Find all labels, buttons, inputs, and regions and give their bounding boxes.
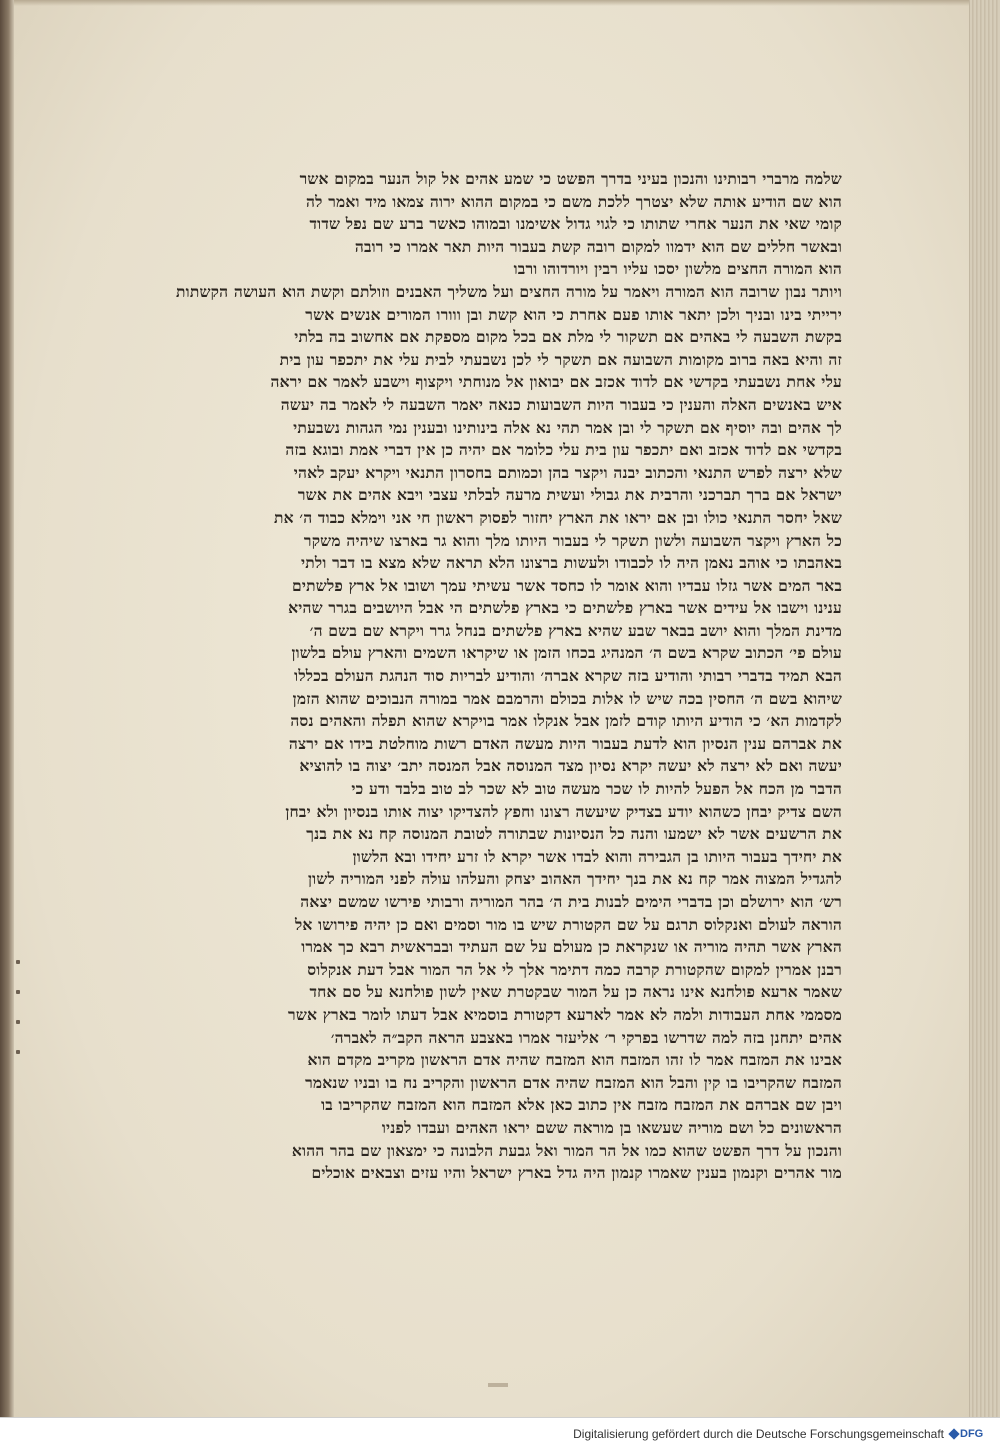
text-line: את אברהם ענין הנסיון הוא לדעת בעבור היות מעשה האדם רשות מוחלטת בידו אם ירצה	[288, 733, 842, 753]
dfg-logo-icon	[948, 1428, 959, 1439]
text-line: הוראה לעולם ואנקלוס תרגם על שם הקטורת שיש בו מור וסמים ואם כן יהיה פירושו אל	[294, 914, 842, 934]
text-line: עולם פי׳ הכתוב שקרא בשם ה׳ המנהיג בכחו הזמן או שיקראו השמים והארץ עולם בלשון	[291, 643, 842, 663]
margin-marks	[16, 960, 22, 1080]
margin-mark	[16, 990, 20, 994]
text-line: הדבר מן הכח אל הפעל להיות לו שכר מעשה טוב לא שכר לב טוב בלבד ודע כי	[351, 779, 842, 799]
text-line: זה והיא באה ברוב מקומות השבועה אם תשקר לי לכן נשבעתי לבית עלי את יתכפר עון בית	[279, 349, 842, 369]
text-line: להגדיל המצוה אמר קח נא את בנך יחידך האהוב יצחק והעלהו עולה לפני המוריה לשון	[308, 869, 842, 889]
book-spine	[0, 0, 14, 1418]
text-line: יעשה ואם לא ירצה לא יעשה יקרא נסיון מצד המנוסה אבל המנסה יתב׳ יצוה בו להוציא	[299, 756, 842, 776]
text-line: באר המים אשר גזלו עבדיו והוא אומר לו כחסד אשר עשיתי עמך ושובו אל ארץ פלשתים	[292, 575, 842, 595]
bottom-marginal-mark	[488, 1383, 508, 1387]
text-line: שלא ירצה לפרש התנאי והכתוב יבנה ויקצר בהן וכמותם בחסרון התנאי ויקרא יעקב לאהי	[293, 462, 842, 482]
text-line: אהים יתחנן בזה למה שדרשו בפרקי ר׳ אליעזר אמרו באצבע הראה הקב״ה לאברה׳	[330, 1027, 842, 1047]
text-line: איש באנשים האלה והענין כי בעבור היות השבועות כנאה יאמר השבעה לי לאמר בה יעשה	[280, 394, 842, 414]
text-line: לקדמות הא׳ כי הודיע היותו קודם לזמן אבל אנקלו אמר בויקרא שהוא תפלה והאהים נסה	[290, 711, 842, 731]
text-line: שאמר ארעא פולחנא אינו נראה כן על המור שבקטרת שאין לשון פולחנא על סם אחד	[309, 982, 842, 1002]
funding-footer	[0, 1417, 1000, 1450]
margin-mark	[16, 960, 20, 964]
text-line: ישראל אם ברך תברכני והרבית את גבולי ועשית מרעה לבלתי עצבי ויבא אהים את אשר	[297, 485, 842, 505]
text-line: בקשת השבעה לי באהים אם תשקור לי מלת אם בכל מקום מספקת אם אחשוב בה בלתי	[294, 327, 842, 347]
text-line: באהבתו כי אוהב נאמן היה לו לכבודו ולעשות ברצונו הלא תראה שלא מצא בו דבר ולתי	[301, 553, 842, 573]
text-line: הבא תמיד בדברי רבותי והודיע בזה שקרא אברה׳ והודיע לבריות סוד הנהגת העולם בכללו	[294, 666, 842, 686]
text-line: שלמה מרברי רבותינו והנכון בעיני בדרך הפשט כי שמע אהים אל קול הנער במקום אשר	[299, 169, 842, 188]
text-line: אבינו את המזבח אמר לו זהו המזבח הוא המזבח שהיה אדם הראשון מקריב מקדם הוא	[307, 1050, 842, 1070]
text-line: רש׳ הוא ירושלם וכן בדברי הימים לבנות בית ה׳ בהר המוריה ורבותי פירשו שמשם יצאה	[300, 892, 842, 911]
text-line: ענינו וישבו אל עידים אשר בארץ פלשתים כי בארץ פלשתים הי אבל היושבים בגרר שהיא	[288, 598, 842, 618]
text-line: ויבן שם אברהם את המזבח מזבח אין כתוב כאן אלא המזבח הוא המזבח שהקריבו בו	[321, 1095, 842, 1115]
text-line: שאל יחסר התנאי כולו ובן אם יראו את הארץ יחזור לפסוק ראשון חי אני וימלא כבוד ה׳ את	[274, 507, 842, 527]
page-top-edge	[14, 0, 970, 6]
text-line: השם צדיק יבחן כשהוא יודע בצדיק שיעשה רצונו וחפץ להצדיקו יצוה אותו בנסיון ולא יבחן	[285, 801, 842, 821]
text-line: לך אהים ובה יוסיף אם תשקר לי ובן אמר תהי נא אלה בינותינו ובענין נמי הגהות נשבעתי	[293, 417, 842, 437]
page-stack-edge	[969, 0, 1000, 1418]
text-line: את הרשעים אשר לא ישמעו והנה כל הנסיונות שבתורה לטובת המנוסה קח נא את בנך	[306, 824, 842, 844]
margin-mark	[16, 1020, 20, 1024]
dfg-logo-label: DFG	[960, 1428, 984, 1440]
text-line: מור אהרים וקנמון בענין שאמרו קנמון היה גדל בארץ ישראל והיו עזים וצבאים אוכלים	[311, 1163, 842, 1183]
text-line: את יחידך בעבור היותו בן הגבירה והוא לבדו אשר יקרא לו זרע יחידו ובא הלשון	[352, 846, 842, 866]
text-line: הראשונים כל ושם מוריה שעשאו בן מוראה ששם יראו האהים ועבדו לפניו	[381, 1117, 842, 1137]
text-line: עלי אחת נשבעתי בקדשי אם לדוד אכזב אם יבואון אל מנוחתי ויקצוף וישבע לאמר אם יראה	[270, 372, 842, 392]
text-line: ובאשר חללים שם הוא ידמוו למקום רובה קשת בעבור היות תאר אמרו כי רובה	[354, 236, 842, 256]
text-line: ויותר נבון שרובה הוא המורה ויאמר על מורה החצים ועל משליך האבנים וזולתם וקשת הוא העושה הקשתות	[176, 281, 842, 301]
text-line: רבנן אמרין למקום שהקטורת קרבה כמה דתימר אלך לי אל הר המור אבל דעת אנקלוס	[307, 959, 842, 979]
text-line: קומי שאי את הנער אחרי שתותו כי לגוי גדול אשימנו ובמוהו כאשר ברע שם נפל שדוד	[309, 214, 842, 234]
funding-statement: Digitalisierung gefördert durch die Deutsche Forschungsgemeinschaft	[573, 1427, 944, 1441]
text-line: הוא שם הודיע אותה שלא יצטרך ללכת משם כי במקום ההוא ירוה צמאו מיד ואמר לה	[306, 191, 842, 211]
text-line: שיהוא בשם ה׳ החסין בכה שיש לו אלות בכולם והרמבם אמר במורה הנבוכים שהוא הזמן	[292, 688, 842, 708]
text-line: המזבח שהקריבו בו קין והבל הוא המזבח שהיה אדם הראשון והקריב נח בו ובניו שנאמר	[305, 1072, 842, 1092]
text-line: והנכון על דרך הפשט שהוא כמו אל הר המור ואל גבעת הלבונה כי ימצאון שם בהר ההוא	[291, 1140, 842, 1160]
text-line: כל הארץ ויקצר השבועה ולשון תשקר לי בעבור היותו מלך והוא גר בארצו שיהיה משקר	[303, 530, 842, 550]
text-line: הוא המורה החצים מלשון יסכו עליו רבין ויורדוהו ורבו	[513, 259, 842, 279]
text-line: ירייתי בינו ובניך ולכן יתאר אותו פעם אחרת כי הוא קשת ובן ווורו המורים אנשים אשר	[305, 304, 842, 324]
text-line: מסממי אחת העבודות ולמה לא אמר לארעא דקטורת בוסמיא אבל דעתו לומר בארץ אשר	[288, 1004, 842, 1024]
margin-mark	[16, 1050, 20, 1054]
dfg-logo	[950, 1426, 990, 1442]
hebrew-text-block	[122, 168, 842, 1183]
text-line: מדינת המלך והוא יושב בבאר שבע שהיא בארץ פלשתים בנחל גרר ויקרא שם בשם ה׳	[309, 620, 842, 640]
text-line: הארץ אשר תהיה מוריה או שנקראת כן מעולם על שם העתיד ובבראשית רבא כך אמרו	[301, 937, 842, 957]
text-line: בקדשי אם לדוד אכזב ואם יתכפר עון בית עלי כלומר אם יהיה כן אין דברי אמת ובוגא בזה	[285, 440, 842, 460]
